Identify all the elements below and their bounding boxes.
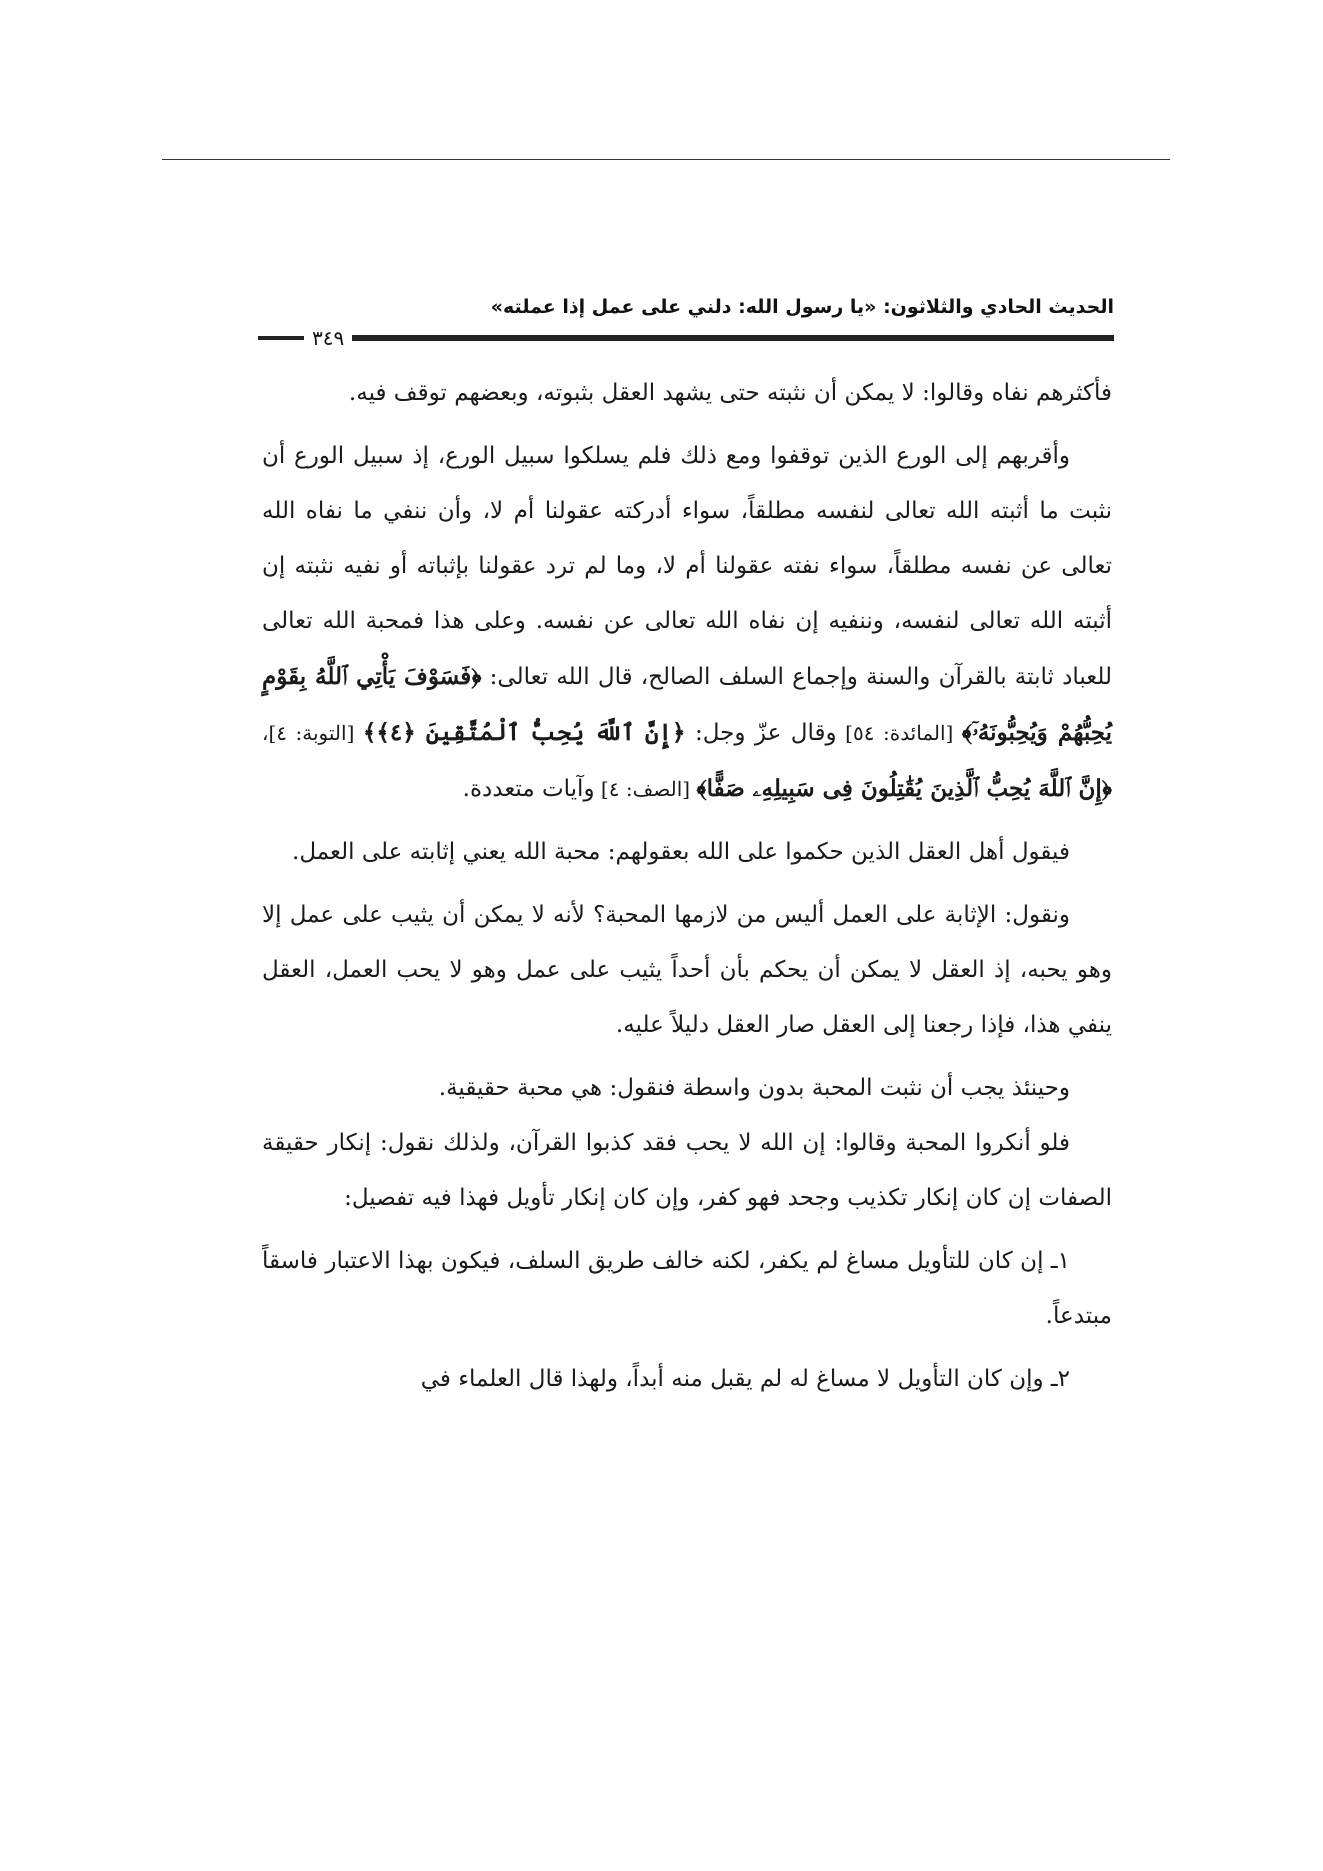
body-paragraph [262,888,1112,1053]
running-header-title: الحديث الحادي والثلاثون: «يا رسول الله: دلني على عمل إذا عملته» [490,296,1114,318]
quran-verse: ﴿فَسَوْفَ يَأْتِي ٱللَّهُ بِقَوْمٍ يُحِبُّهُمْ وَيُحِبُّونَهُۥٓ﴾ [262,663,1113,746]
top-rule [162,159,1170,160]
page-number: ٣٤٩ [312,326,345,350]
body-text: ١ـ إن كان للتأويل مساغ لم يكفر، لكنه خالف طريق السلف، فيكون بهذا الاعتبار فاسقاً مبتدعاً. [262,1248,1112,1329]
body-text: فلو أنكروا المحبة وقالوا: إن الله لا يحب فقد كذبوا القرآن، ولذلك نقول: إنكار حقيقة الصفات إن كان إنكار تكذيب وجحد فهو كفر، وإن كان إنكار تأويل فهذا فيه تفصيل: [262,1130,1112,1211]
verse-reference: [الصف: ٤] [594,777,697,801]
header-rule-row [258,326,1114,350]
page-header [258,296,1114,348]
body-text: ونقول: الإثابة على العمل أليس من لازمها المحبة؟ لأنه لا يمكن أن يثيب على عمل إلا وهو يحبه، إذ العقل لا يمكن أن يحكم بأن أحداً يثيب على عمل وهو لا يحب العمل، العقل ينفي هذا، فإذا رجعنا إلى العقل صار العقل دليلاً عليه. [262,902,1112,1038]
body-text: وقال عزّ وجل: [685,720,837,746]
body-text: ٢ـ وإن كان التأويل لا مساغ له لم يقبل منه أبداً، ولهذا قال العلماء في [420,1366,1070,1392]
verse-reference: [المائدة: ٥٤] [836,721,962,745]
body-paragraph [262,825,1112,880]
verse-reference: [التوبة: ٤]، [262,721,363,745]
quran-verse: ﴿إِنَّ ٱللَّهَ يُحِبُّ ٱلَّذِينَ يُقَٰتِلُونَ فِى سَبِيلِهِۦ صَفًّا﴾ [696,775,1112,802]
header-rule-short [258,336,304,340]
body-paragraph [262,366,1112,421]
body-text: فأكثرهم نفاه وقالوا: لا يمكن أن نثبته حتى يشهد العقل بثبوته، وبعضهم توقف فيه. [348,380,1112,406]
page-body [262,366,1112,1415]
body-text: وآيات متعددة. [462,776,595,802]
body-paragraph [262,1234,1112,1344]
body-text: فيقول أهل العقل الذين حكموا على الله بعقولهم: محبة الله يعني إثابته على العمل. [292,839,1070,865]
body-paragraph [262,1061,1112,1116]
body-text: وحينئذ يجب أن نثبت المحبة بدون واسطة فنقول: هي محبة حقيقية. [438,1075,1070,1101]
quran-verse: ﴿إِنَّ ٱللَّهَ يُحِبُّ ٱلْمُتَّقِينَ ﴿٤﴾﴾ [362,719,686,746]
body-paragraph [262,1352,1112,1407]
body-paragraph [262,429,1112,817]
body-text: وأقربهم إلى الورع الذين توقفوا ومع ذلك فلم يسلكوا سبيل الورع، إذ سبيل الورع أن نثبت ما أثبته الله تعالى لنفسه مطلقاً، سواء أدركته عقولنا أم لا، وأن ننفي ما نفاه الله تعالى عن نفسه مطلقاً، سواء نفته عقولنا أم لا، وما لم ترد عقولنا بإثباته أو نفيه نثبته إن أثبته الله تعالى لنفسه، وننفيه إن نفاه الله تعالى عن نفسه. وعلى هذا فمحبة الله تعالى للعباد ثابتة بالقرآن والسنة وإجماع السلف الصالح، قال الله تعالى: [262,443,1112,690]
body-paragraph [262,1116,1112,1226]
header-rule-long [352,335,1114,341]
